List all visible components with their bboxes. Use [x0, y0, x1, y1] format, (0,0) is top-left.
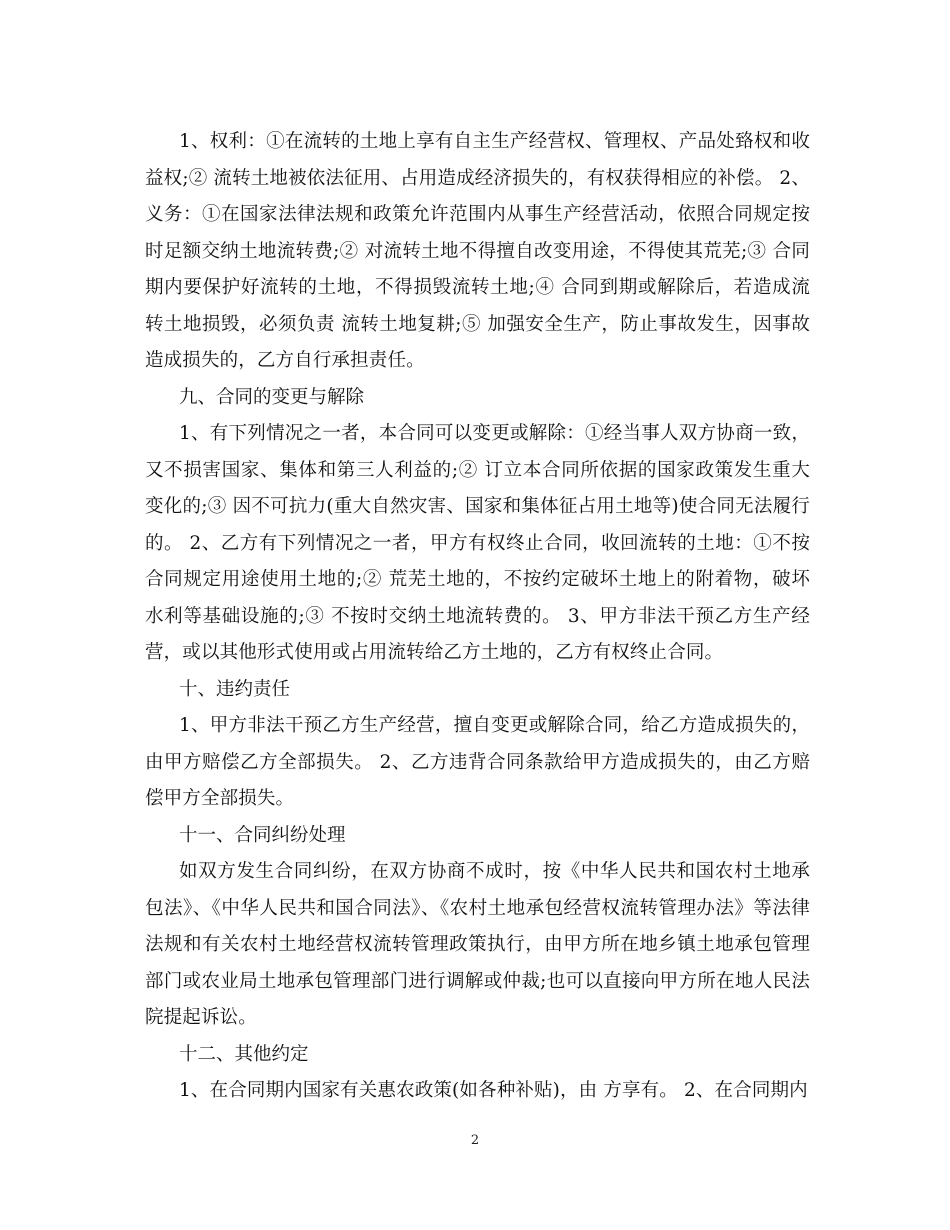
document-body [145, 124, 810, 1110]
section-10-heading: 十、违约责任 [179, 678, 291, 700]
section-9-paragraph: 1、有下列情况之一者，本合同可以变更或解除：①经当事人双方协商一致，又不损害国家、集体和第三人利益的;② 订立本合同所依据的国家政策发生重大变化的;③ 因不可抗力(重大自然灾害、国家和集体征占用土地等)使合同无法履行的。 2、乙方有下列情况之一者，甲方有权终止合同，收回流转的土地：①不按合同规定用途使用土地的;② 荒芜土地的，不按约定破坏土地上的附着物，破坏水利等基础设施的;③ 不按时交纳土地流转费的。 3、甲方非法干预乙方生产经营，或以其他形式使用或占用流转给乙方土地的，乙方有权终止合同。 [145, 423, 810, 663]
rights-obligations-paragraph: 1、权利：①在流转的土地上享有自主生产经营权、管理权、产品处臵权和收益权;② 流转土地被依法征用、占用造成经济损失的，有权获得相应的补偿。 2、义务：①在国家法律法规和政策允许范围内从事生产经营活动，依照合同规定按时足额交纳土地流转费;② 对流转土地不得擅自改变用途，不得使其荒芜;③ 合同期内要保护好流转的土地，不得损毁流转土地;④ 合同到期或解除后，若造成流转土地损毁，必须负责 流转土地复耕;⑤ 加强安全生产，防止事故发生，因事故造成损失的，乙方自行承担责任。 [145, 131, 810, 371]
section-12-heading: 十二、其他约定 [179, 1043, 309, 1065]
section-9-heading: 九、合同的变更与解除 [179, 386, 365, 408]
page-number: 2 [470, 1133, 480, 1148]
section-11-paragraph: 如双方发生合同纠纷，在双方协商不成时，按《中华人民共和国农村土地承包法》、《中华人民共和国合同法》、《农村土地承包经营权流转管理办法》等法律法规和有关农村土地经营权流转管理政策执行，由甲方所在地乡镇土地承包管理部门或农业局土地承包管理部门进行调解或仲裁;也可以直接向甲方所在地人民法院提起诉讼。 [145, 861, 810, 1028]
section-10-paragraph: 1、甲方非法干预乙方生产经营，擅自变更或解除合同，给乙方造成损失的，由甲方赔偿乙方全部损失。 2、乙方违背合同条款给甲方造成损失的，由乙方赔偿甲方全部损失。 [145, 715, 810, 809]
section-11-heading: 十一、合同纠纷处理 [179, 824, 346, 846]
section-12-paragraph: 1、在合同期内国家有关惠农政策(如各种补贴)，由 方享有。 2、在合同期内 [179, 1080, 808, 1101]
